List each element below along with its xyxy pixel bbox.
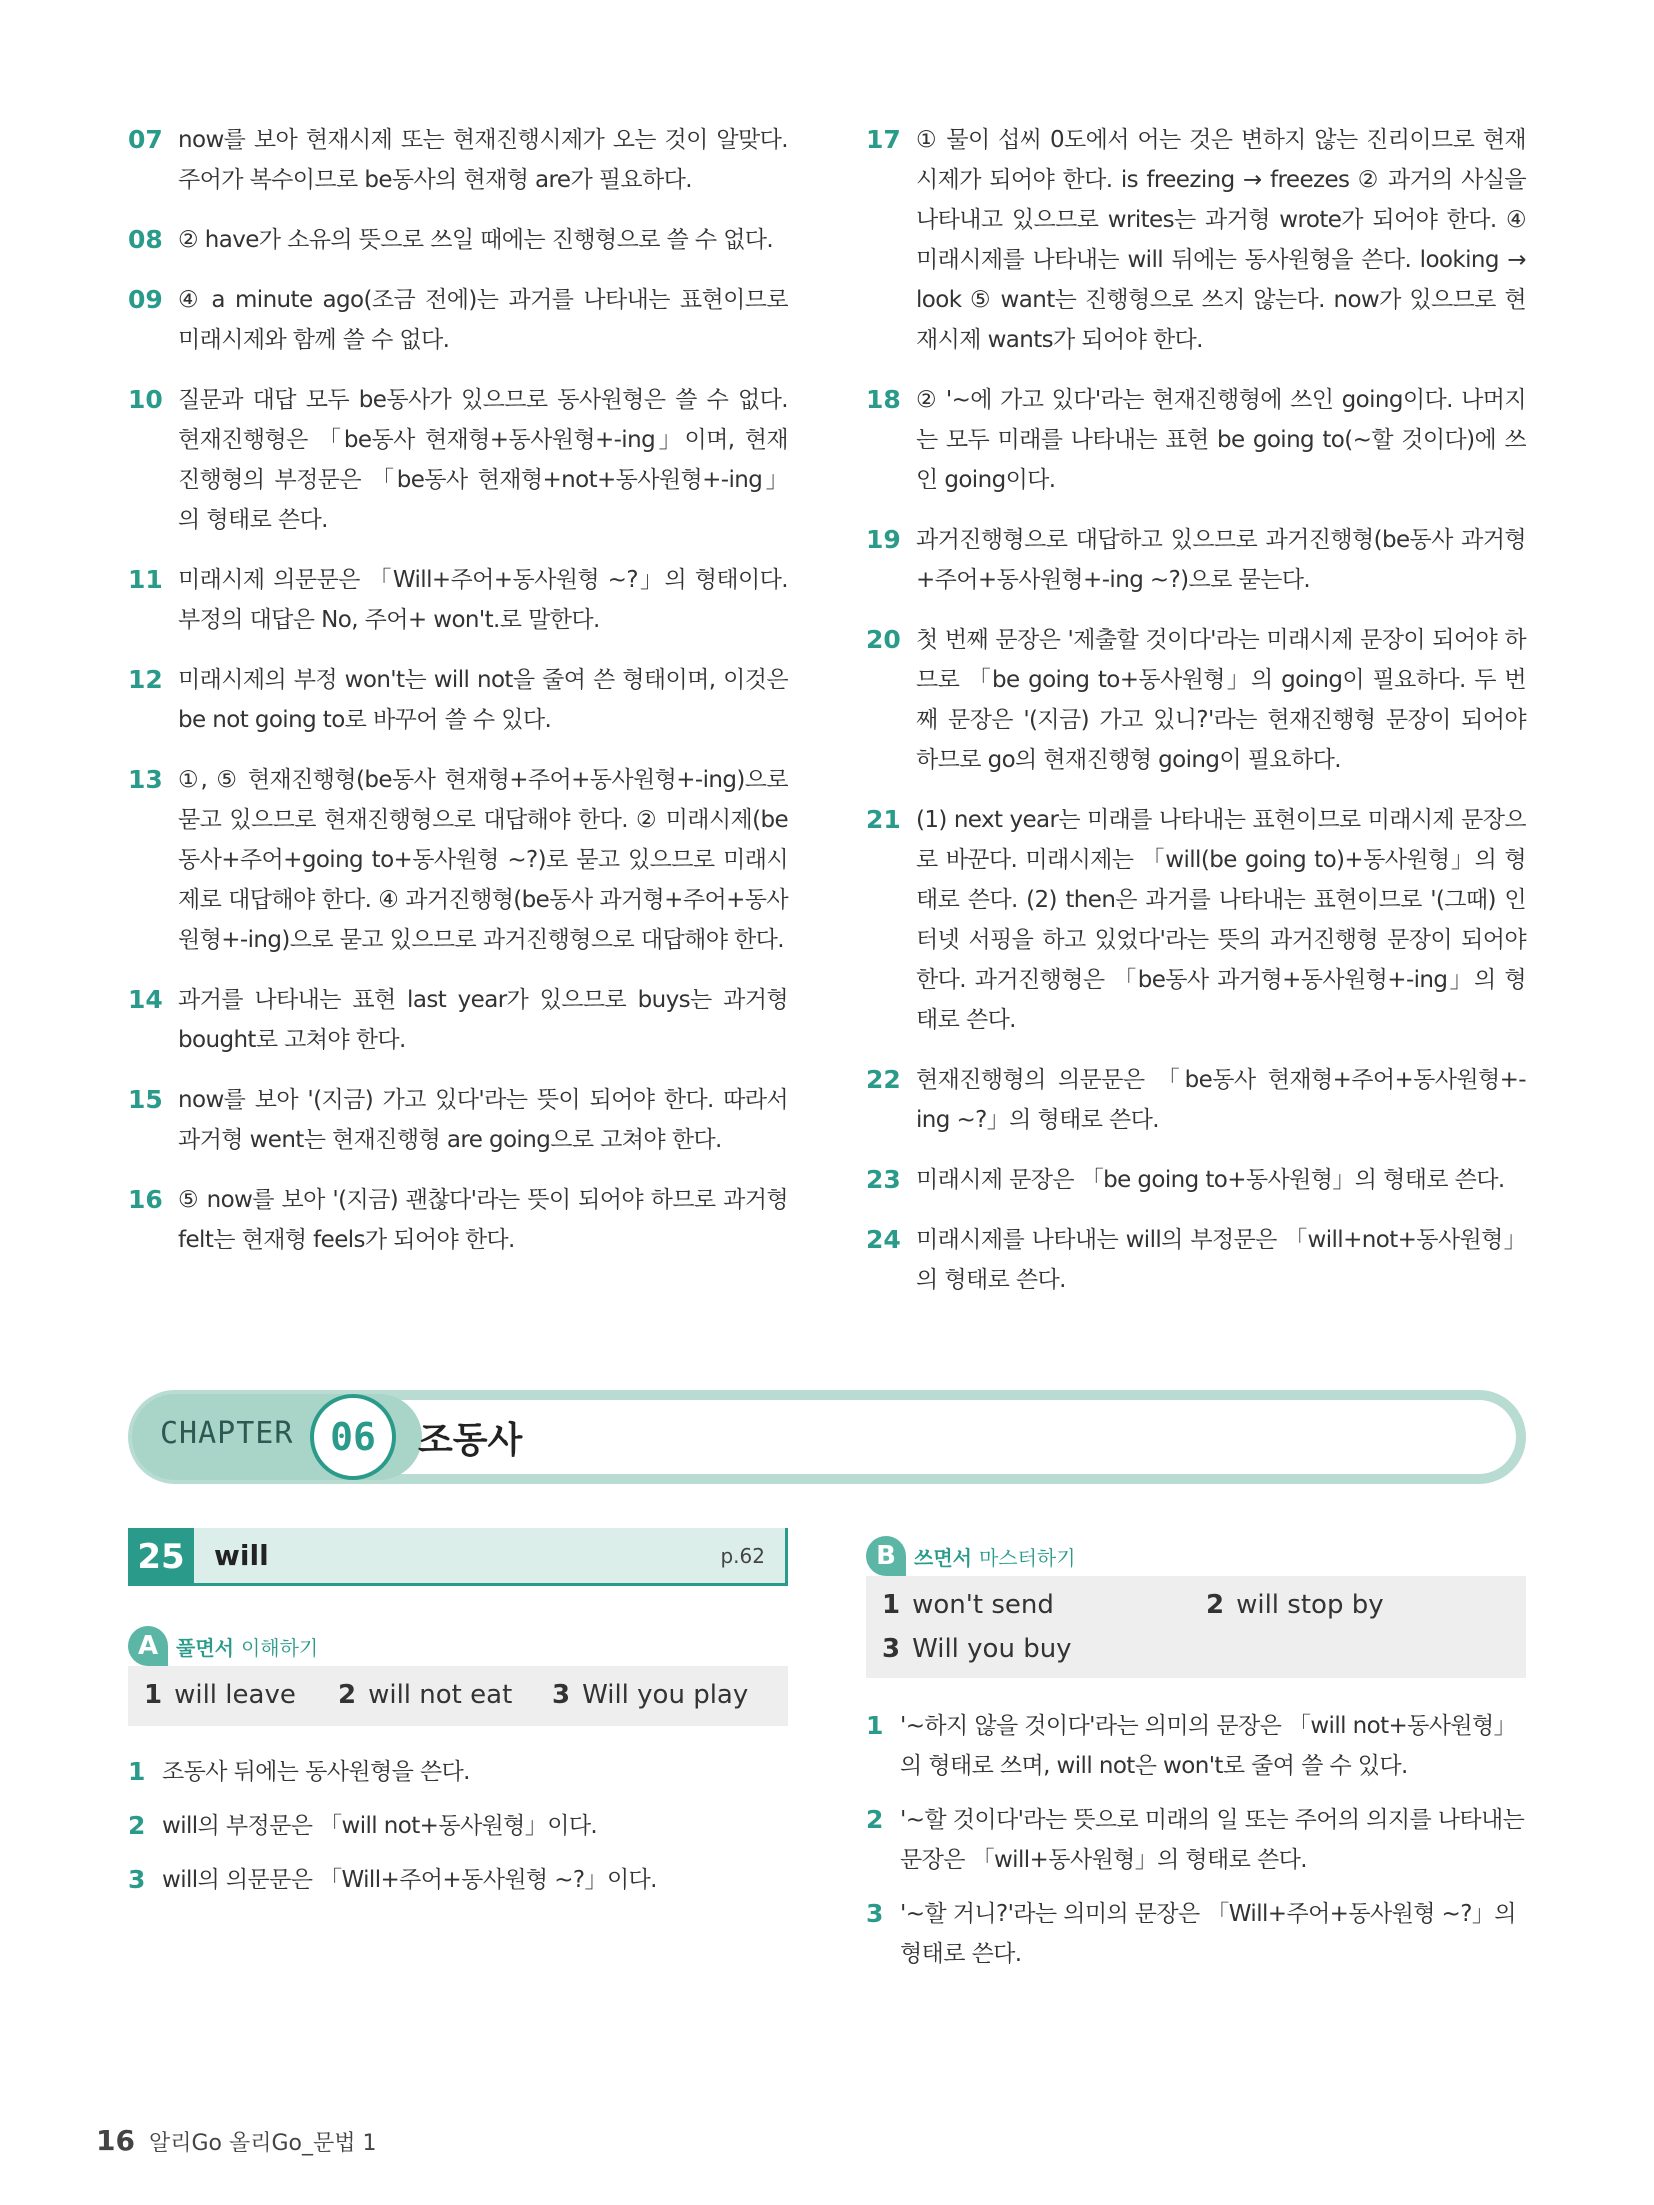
explanation-item [128, 1806, 788, 1846]
explanation-number: 2 [128, 1811, 146, 1840]
answer-number: 15 [128, 1085, 163, 1114]
section-b-heading [866, 1536, 1076, 1576]
answer-item [128, 1180, 788, 1260]
answer-number: 10 [128, 385, 163, 414]
section-b-answer: 2 will stop by [1206, 1590, 1384, 1620]
answer-item [128, 980, 788, 1060]
page-number: 16 [96, 2124, 135, 2157]
answer-item [128, 1080, 788, 1160]
section-b-title-light: 마스터하기 [978, 1545, 1076, 1570]
section-a-heading [128, 1626, 318, 1666]
answer-item [128, 560, 788, 640]
answer-text: 미래시제 의문문은 「Will+주어+동사원형 ~?」의 형태이다. 부정의 대답은 No, 주어+ won't.로 말한다. [178, 567, 788, 633]
explanation-text: 조동사 뒤에는 동사원형을 쓴다. [162, 1759, 470, 1785]
answer-number: 20 [866, 625, 901, 654]
section-a-answer-box [128, 1666, 788, 1726]
section-a-answer: 2 will not eat [338, 1680, 513, 1710]
unit-title: will [214, 1539, 269, 1572]
answer-text: now를 보아 현재시제 또는 현재진행시제가 오는 것이 알맞다. 주어가 복수이므로 be동사의 현재형 are가 필요하다. [178, 127, 788, 193]
answer-item [866, 620, 1526, 780]
answer-text: ② have가 소유의 뜻으로 쓰일 때에는 진행형으로 쓸 수 없다. [178, 227, 774, 253]
answer-text: 과거진행형으로 대답하고 있으므로 과거진행형(be동사 과거형+주어+동사원형+-ing ~?)으로 묻는다. [916, 527, 1526, 593]
explanation-item [866, 1894, 1526, 1974]
chapter-title: 조동사 [418, 1420, 523, 1461]
explanation-item [128, 1752, 788, 1792]
answer-item [128, 380, 788, 540]
section-b-title-bold: 쓰면서 [914, 1545, 972, 1570]
answer-item [866, 520, 1526, 600]
answer-number: 18 [866, 385, 901, 414]
section-b-answer: 3 Will you buy [882, 1634, 1072, 1664]
explanation-number: 1 [128, 1757, 146, 1786]
explanation-text: will의 의문문은 「Will+주어+동사원형 ~?」이다. [162, 1867, 657, 1893]
answer-text: 미래시제의 부정 won't는 will not을 줄여 쓴 형태이며, 이것은 be not going to로 바꾸어 쓸 수 있다. [178, 667, 788, 733]
explanation-number: 1 [866, 1711, 884, 1740]
section-b-title [914, 1542, 1076, 1571]
answer-item [866, 380, 1526, 500]
section-a-answer: 3 Will you play [552, 1680, 749, 1710]
answer-item [128, 120, 788, 200]
answer-text: ①, ⑤ 현재진행형(be동사 현재형+주어+동사원형+-ing)으로 묻고 있으므로 현재진행형으로 대답해야 한다. ② 미래시제(be동사+주어+going to+동사원형 ~?)로 묻고 있으므로 미래시제로 대답해야 한다. ④ 과거진행형(be동사 과거형+주어+동사원형+-ing)으로 묻고 있으므로 과거진행형으로 대답해야 한다. [178, 767, 788, 953]
explanation-text: will의 부정문은 「will not+동사원형」이다. [162, 1813, 598, 1839]
answer-text: now를 보아 '(지금) 가고 있다'라는 뜻이 되어야 한다. 따라서 과거형 went는 현재진행형 are going으로 고쳐야 한다. [178, 1087, 788, 1153]
unit-page: p.62 [720, 1543, 765, 1568]
answer-number: 17 [866, 125, 901, 154]
explanation-text: '~할 것이다'라는 뜻으로 미래의 일 또는 주어의 의지를 나타내는 문장은 「will+동사원형」의 형태로 쓴다. [900, 1807, 1525, 1873]
answer-text: ⑤ now를 보아 '(지금) 괜찮다'라는 뜻이 되어야 하므로 과거형 felt는 현재형 feels가 되어야 한다. [178, 1187, 788, 1253]
answer-number: 12 [128, 665, 163, 694]
unit-bar [194, 1528, 788, 1586]
answer-number: 09 [128, 285, 163, 314]
answer-number: 07 [128, 125, 163, 154]
section-a-title-bold: 풀면서 [176, 1635, 234, 1660]
explanation-number: 3 [866, 1899, 884, 1928]
section-b-letter: B [866, 1536, 906, 1576]
answer-item [128, 220, 788, 260]
answer-number: 21 [866, 805, 901, 834]
answer-text: 현재진행형의 의문문은 「be동사 현재형+주어+동사원형+-ing ~?」의 형태로 쓴다. [916, 1067, 1526, 1133]
answer-text: 미래시제를 나타내는 will의 부정문은 「will+not+동사원형」의 형태로 쓴다. [916, 1227, 1526, 1293]
answer-number: 24 [866, 1225, 901, 1254]
answer-item [866, 1060, 1526, 1140]
answer-text: (1) next year는 미래를 나타내는 표현이므로 미래시제 문장으로 바꾼다. 미래시제는 「will(be going to)+동사원형」의 형태로 쓴다. (2) then은 과거를 나타내는 표현이므로 '(그때) 인터넷 서핑을 하고 있었다'라는 뜻의 과거진행형 문장이 되어야 한다. 과거진행형은 「be동사 과거형+동사원형+-ing」의 형태로 쓴다. [916, 807, 1526, 1033]
answer-item [866, 800, 1526, 1040]
answer-number: 13 [128, 765, 163, 794]
section-a-explanations [128, 1752, 788, 1914]
section-a-title [176, 1632, 318, 1661]
answer-number: 14 [128, 985, 163, 1014]
unit-number: 25 [128, 1528, 194, 1586]
explanation-item [128, 1860, 788, 1900]
answers-right-column [866, 120, 1526, 1320]
section-a-answer: 1 will leave [144, 1680, 296, 1710]
chapter-banner [128, 1390, 1526, 1484]
answer-item [866, 1160, 1526, 1200]
answer-item [128, 660, 788, 740]
chapter-label: CHAPTER [160, 1416, 294, 1451]
answers-left-column [128, 120, 788, 1280]
answer-text: 첫 번째 문장은 '제출할 것이다'라는 미래시제 문장이 되어야 하므로 「be going to+동사원형」의 going이 필요하다. 두 번째 문장은 '(지금) 가고 있니?'라는 현재진행형 문장이 되어야 하므로 go의 현재진행형 going이 필요하다. [916, 627, 1526, 773]
section-b-answer: 1 won't send [882, 1590, 1054, 1620]
answer-item [866, 1220, 1526, 1300]
answer-text: 미래시제 문장은 「be going to+동사원형」의 형태로 쓴다. [916, 1167, 1505, 1193]
answer-item [866, 120, 1526, 360]
explanation-text: '~할 거니?'라는 의미의 문장은 「Will+주어+동사원형 ~?」의 형태로 쓴다. [900, 1901, 1516, 1967]
answer-number: 22 [866, 1065, 901, 1094]
explanation-text: '~하지 않을 것이다'라는 의미의 문장은 「will not+동사원형」의 형태로 쓰며, will not은 won't로 줄여 쓸 수 있다. [900, 1713, 1517, 1779]
section-a-letter: A [128, 1626, 168, 1666]
answer-number: 23 [866, 1165, 901, 1194]
answer-text: ④ a minute ago(조금 전에)는 과거를 나타내는 표현이므로 미래시제와 함께 쓸 수 없다. [178, 287, 788, 353]
section-a-title-light: 이해하기 [240, 1635, 319, 1660]
explanation-item [866, 1800, 1526, 1880]
answer-number: 08 [128, 225, 163, 254]
answer-number: 16 [128, 1185, 163, 1214]
answer-text: 과거를 나타내는 표현 last year가 있으므로 buys는 과거형 bought로 고쳐야 한다. [178, 987, 788, 1053]
section-b-answer-box [866, 1576, 1526, 1678]
chapter-number: 06 [310, 1394, 396, 1480]
explanation-item [866, 1706, 1526, 1786]
answer-number: 11 [128, 565, 163, 594]
answer-item [128, 760, 788, 960]
book-title: 알리Go 올리Go_문법 1 [148, 2131, 377, 2156]
answer-text: ② '~에 가고 있다'라는 현재진행형에 쓰인 going이다. 나머지는 모두 미래를 나타내는 표현 be going to(~할 것이다)에 쓰인 going이다. [916, 387, 1526, 493]
page-footer [96, 2124, 376, 2157]
answer-number: 19 [866, 525, 901, 554]
section-b-explanations [866, 1706, 1526, 1988]
explanation-number: 2 [866, 1805, 884, 1834]
explanation-number: 3 [128, 1865, 146, 1894]
answer-text: 질문과 대답 모두 be동사가 있으므로 동사원형은 쓸 수 없다. 현재진행형은 「be동사 현재형+동사원형+-ing」이며, 현재진행형의 부정문은 「be동사 현재형+not+동사원형+-ing」의 형태로 쓴다. [178, 387, 788, 533]
answer-text: ① 물이 섭씨 0도에서 어는 것은 변하지 않는 진리이므로 현재시제가 되어야 한다. is freezing → freezes ② 과거의 사실을 나타내고 있으므로 writes는 과거형 wrote가 되어야 한다. ④ 미래시제를 나타내는 will 뒤에는 동사원형을 쓴다. looking → look ⑤ want는 진행형으로 쓰지 않는다. now가 있으므로 현재시제 wants가 되어야 한다. [916, 127, 1526, 353]
unit-header [128, 1528, 788, 1586]
answer-item [128, 280, 788, 360]
